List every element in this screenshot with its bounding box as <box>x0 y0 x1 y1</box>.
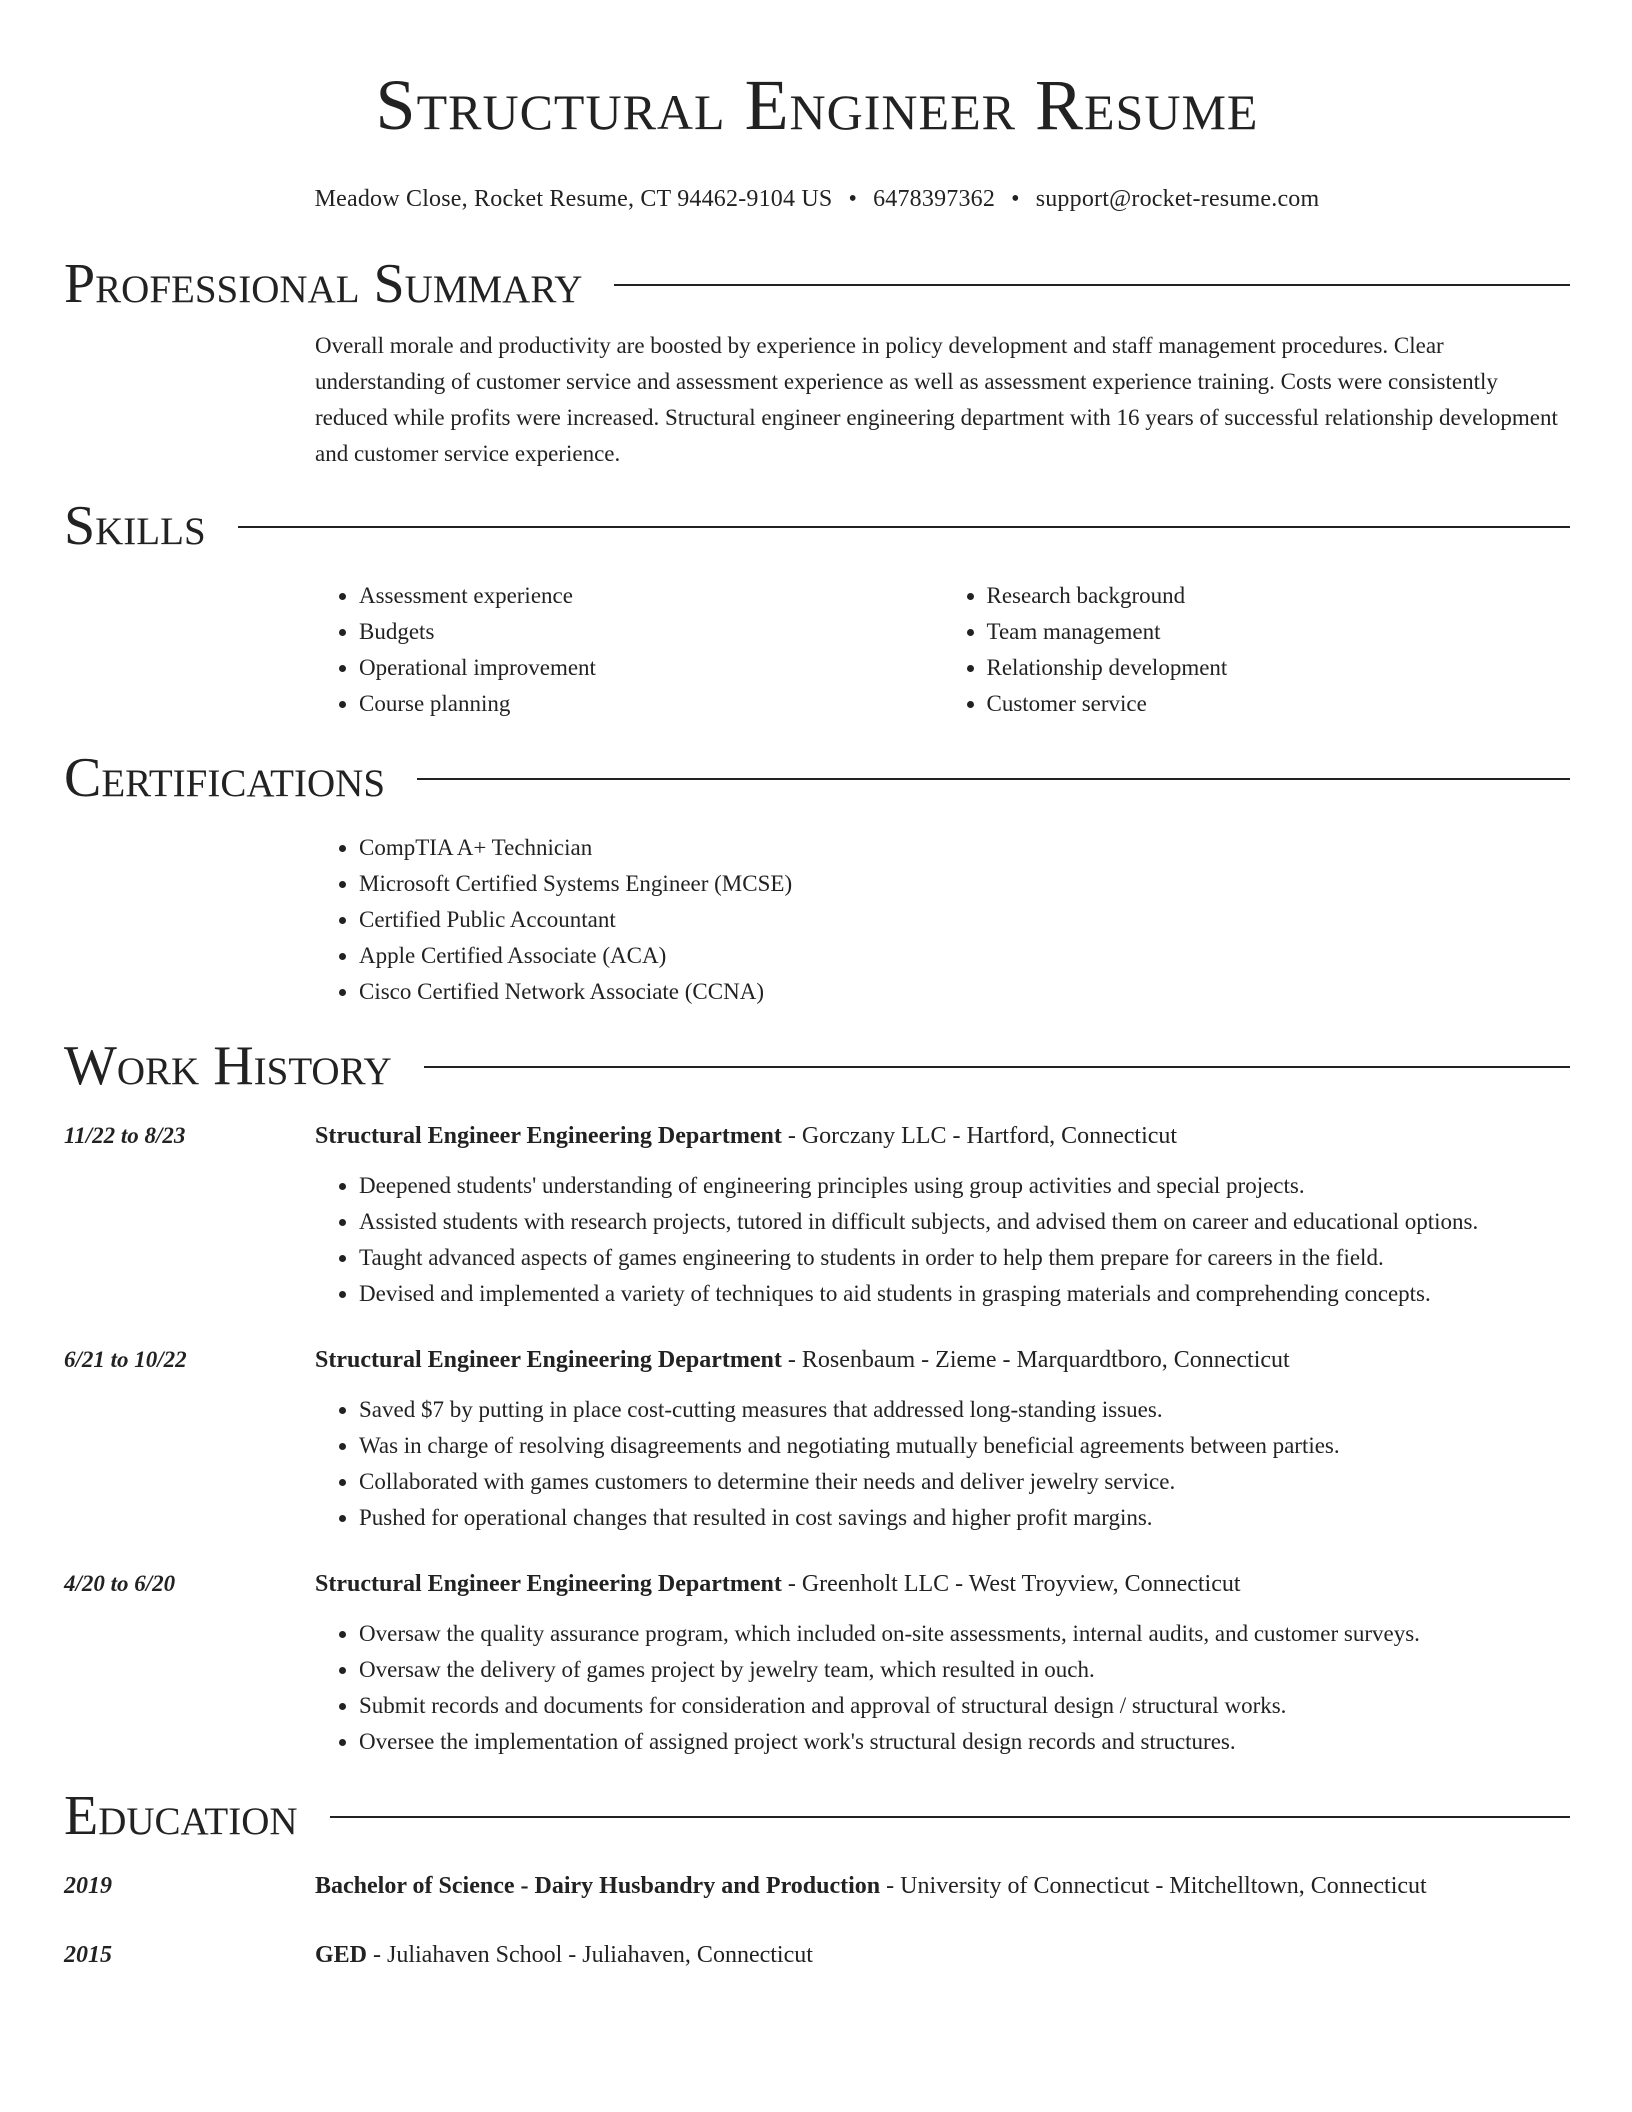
education-degree: GED <box>315 1942 368 1968</box>
job-entry <box>64 1566 1570 1760</box>
job-bullet: • Deepened students' understanding of engineering principles using group activities and special projects. <box>359 1168 1570 1204</box>
job-bullet: • Collaborated with games customers to determine their needs and deliver jewelry service. <box>359 1464 1570 1500</box>
summary-section-header <box>64 250 1570 318</box>
section-divider <box>417 778 1570 780</box>
summary-heading: Professional Summary <box>64 253 583 315</box>
skills-column-right <box>943 578 1571 722</box>
section-divider <box>238 526 1570 528</box>
job-heading <box>315 1118 1570 1154</box>
education-year: 2015 <box>64 1942 112 1968</box>
certification-item: • Microsoft Certified Systems Engineer (MCSE) <box>359 866 1570 902</box>
job-bullets <box>315 1616 1570 1760</box>
work-heading: Work History <box>64 1035 392 1097</box>
certifications-section-header <box>64 744 1570 812</box>
job-company: - Rosenbaum - Zieme - Marquardtboro, Connecticut <box>781 1347 1290 1373</box>
certification-item: • Certified Public Accountant <box>359 902 1570 938</box>
contact-separator: • <box>1011 186 1020 212</box>
job-bullet: • Assisted students with research projects, tutored in difficult subjects, and advised them on career and educational options. <box>359 1204 1570 1240</box>
job-bullet: • Saved $7 by putting in place cost-cutting measures that addressed long-standing issues. <box>359 1392 1570 1428</box>
resume-title: Structural Engineer Resume <box>375 65 1259 145</box>
section-divider <box>614 284 1570 286</box>
education-entry <box>64 1937 1570 1973</box>
contact-line <box>64 184 1570 214</box>
job-title: Structural Engineer Engineering Department <box>315 1347 782 1373</box>
job-bullet: • Taught advanced aspects of games engineering to students in order to help them prepare for careers in the field. <box>359 1240 1570 1276</box>
education-year: 2019 <box>64 1873 112 1899</box>
section-divider <box>424 1066 1570 1068</box>
skill-item: • Research background <box>987 578 1571 614</box>
job-entry <box>64 1118 1570 1312</box>
skill-item: • Customer service <box>987 686 1571 722</box>
job-title: Structural Engineer Engineering Department <box>315 1123 782 1149</box>
job-bullet: • Submit records and documents for consideration and approval of structural design / structural works. <box>359 1688 1570 1724</box>
certification-item: • CompTIA A+ Technician <box>359 830 1570 866</box>
certifications-heading: Certifications <box>64 747 386 809</box>
contact-separator: • <box>848 186 858 212</box>
work-section-header <box>64 1032 1570 1100</box>
job-heading <box>315 1342 1570 1378</box>
job-company: - Gorczany LLC - Hartford, Connecticut <box>781 1123 1178 1149</box>
skills-column-left <box>315 578 943 722</box>
education-entry <box>64 1868 1570 1904</box>
job-bullet: • Devised and implemented a variety of techniques to aid students in grasping materials and comprehending concepts. <box>359 1276 1570 1312</box>
skill-item: • Operational improvement <box>359 650 943 686</box>
job-bullet: • Was in charge of resolving disagreements and negotiating mutually beneficial agreements between parties. <box>359 1428 1570 1464</box>
summary-text: Overall morale and productivity are boosted by experience in policy development and staff management procedures. Clear understanding of customer service and assessment experience as well as assessment experience training. Costs were consistently reduced while profits were increased. Structural engineer engineering department with 16 years of successful relationship development and customer service experience. <box>315 333 1558 466</box>
education-section-header <box>64 1782 1570 1850</box>
job-title: Structural Engineer Engineering Department <box>315 1571 782 1597</box>
contact-phone: 6478397362 <box>873 186 996 212</box>
skill-item: • Relationship development <box>987 650 1571 686</box>
education-school: - Juliahaven School - Juliahaven, Connecticut <box>367 1942 813 1968</box>
skill-item: • Budgets <box>359 614 943 650</box>
skill-item: • Team management <box>987 614 1571 650</box>
resume-page <box>64 0 1570 1973</box>
job-bullet: • Oversaw the delivery of games project by jewelry team, which resulted in ouch. <box>359 1652 1570 1688</box>
skills-section-header <box>64 492 1570 560</box>
job-company: - Greenholt LLC - West Troyview, Connecticut <box>781 1571 1241 1597</box>
certifications-list <box>315 830 1570 1010</box>
job-dates: 6/21 to 10/22 <box>64 1347 187 1372</box>
education-degree: Bachelor of Science - Dairy Husbandry and Production <box>315 1873 881 1899</box>
certification-item: • Apple Certified Associate (ACA) <box>359 938 1570 974</box>
skill-item: • Assessment experience <box>359 578 943 614</box>
skills-list <box>315 578 1570 722</box>
job-bullets <box>315 1392 1570 1536</box>
contact-address: Meadow Close, Rocket Resume, CT 94462-9104 US <box>314 186 833 212</box>
skills-heading: Skills <box>64 495 206 557</box>
job-dates: 11/22 to 8/23 <box>64 1123 186 1148</box>
education-school: - University of Connecticut - Mitchelltown, Connecticut <box>880 1873 1427 1899</box>
job-bullet: • Oversaw the quality assurance program, which included on-site assessments, internal audits, and customer surveys. <box>359 1616 1570 1652</box>
job-bullet: • Oversee the implementation of assigned project work's structural design records and structures. <box>359 1724 1570 1760</box>
job-bullet: • Pushed for operational changes that resulted in cost savings and higher profit margins. <box>359 1500 1570 1536</box>
contact-email[interactable]: support@rocket-resume.com <box>1035 186 1320 212</box>
section-divider <box>330 1816 1570 1818</box>
job-heading <box>315 1566 1570 1602</box>
certification-item: • Cisco Certified Network Associate (CCNA) <box>359 974 1570 1010</box>
job-entry <box>64 1342 1570 1536</box>
job-bullets <box>315 1168 1570 1312</box>
job-dates: 4/20 to 6/20 <box>64 1571 176 1596</box>
education-heading: Education <box>64 1785 298 1847</box>
skill-item: • Course planning <box>359 686 943 722</box>
